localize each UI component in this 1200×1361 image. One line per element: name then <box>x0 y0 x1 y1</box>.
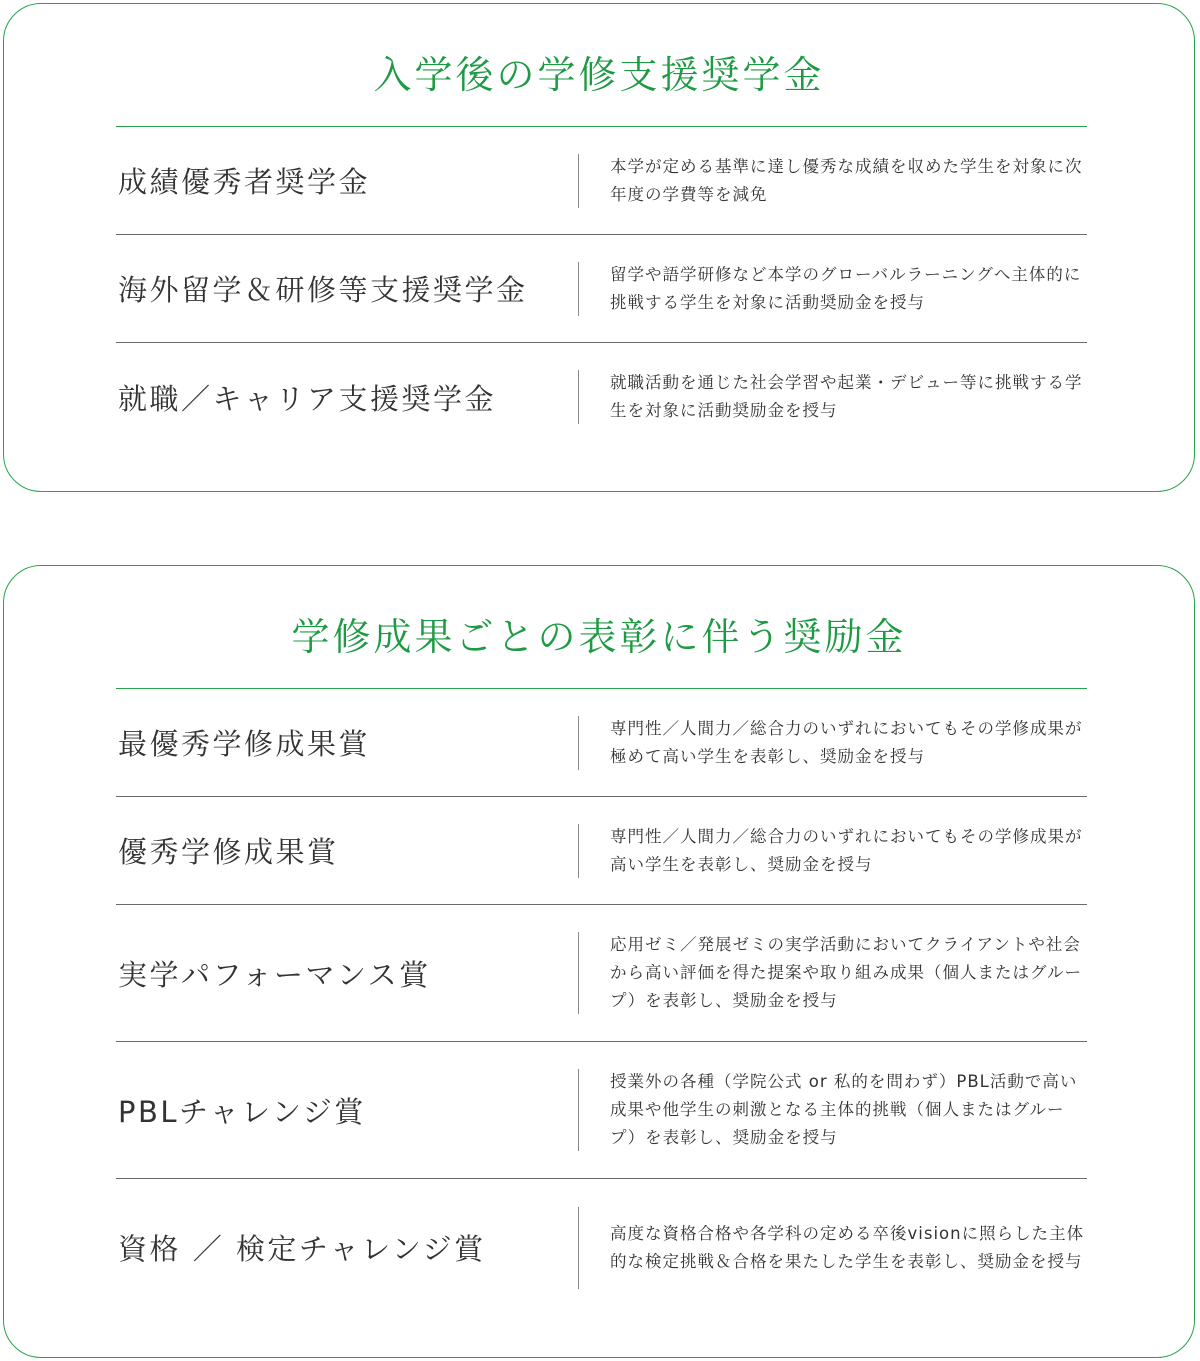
list-item <box>116 1179 1087 1316</box>
scholarship-card-achievement-awards <box>3 565 1195 1358</box>
award-list <box>116 688 1087 1316</box>
item-name: 資格 ／ 検定チャレンジ賞 <box>118 1232 486 1266</box>
section-title: 入学後の学修支援奨学金 <box>373 53 825 97</box>
item-description: 授業外の各種（学院公式 or 私的を問わず）PBL活動で高い成果や他学生の刺激となる主体的挑戦（個人またはグループ）を表彰し、奨励金を授与 <box>610 1072 1078 1147</box>
scholarship-card-after-admission <box>3 3 1195 492</box>
list-item <box>116 235 1087 343</box>
item-description: 留学や語学研修など本学のグローバルラーニングへ主体的に挑戦する学生を対象に活動奨励金を授与 <box>610 264 1082 312</box>
item-description: 高度な資格合格や各学科の定める卒後visionに照らした主体的な検定挑戦＆合格を果たした学生を表彰し、奨励金を授与 <box>610 1223 1085 1271</box>
item-name: 成績優秀者奨学金 <box>118 165 371 199</box>
item-description: 専門性／人間力／総合力のいずれにおいてもその学修成果が極めて高い学生を表彰し、奨励金を授与 <box>610 718 1083 766</box>
item-description: 本学が定める基準に達し優秀な成績を収めた学生を対象に次年度の学費等を減免 <box>610 156 1083 204</box>
list-item <box>116 905 1087 1042</box>
list-item <box>116 797 1087 905</box>
list-item <box>116 343 1087 451</box>
item-name: 実学パフォーマンス賞 <box>118 957 431 992</box>
item-name: PBLチャレンジ賞 <box>118 1094 366 1129</box>
item-description: 専門性／人間力／総合力のいずれにおいてもその学修成果が高い学生を表彰し、奨励金を授与 <box>610 826 1083 874</box>
item-name: 優秀学修成果賞 <box>118 835 339 869</box>
item-name: 海外留学＆研修等支援奨学金 <box>118 273 528 307</box>
list-item <box>116 127 1087 235</box>
scholarship-list <box>116 126 1087 451</box>
item-description: 就職活動を通じた社会学習や起業・デビュー等に挑戦する学生を対象に活動奨励金を授与 <box>610 373 1083 420</box>
item-name: 最優秀学修成果賞 <box>118 727 371 761</box>
item-name: 就職／キャリア支援奨学金 <box>118 381 497 416</box>
list-item <box>116 1042 1087 1179</box>
section-title: 学修成果ごとの表彰に伴う奨励金 <box>291 615 907 659</box>
list-item <box>116 689 1087 797</box>
item-description: 応用ゼミ／発展ゼミの実学活動においてクライアントや社会から高い評価を得た提案や取り組み成果（個人またはグループ）を表彰し、奨励金を授与 <box>610 935 1083 1010</box>
